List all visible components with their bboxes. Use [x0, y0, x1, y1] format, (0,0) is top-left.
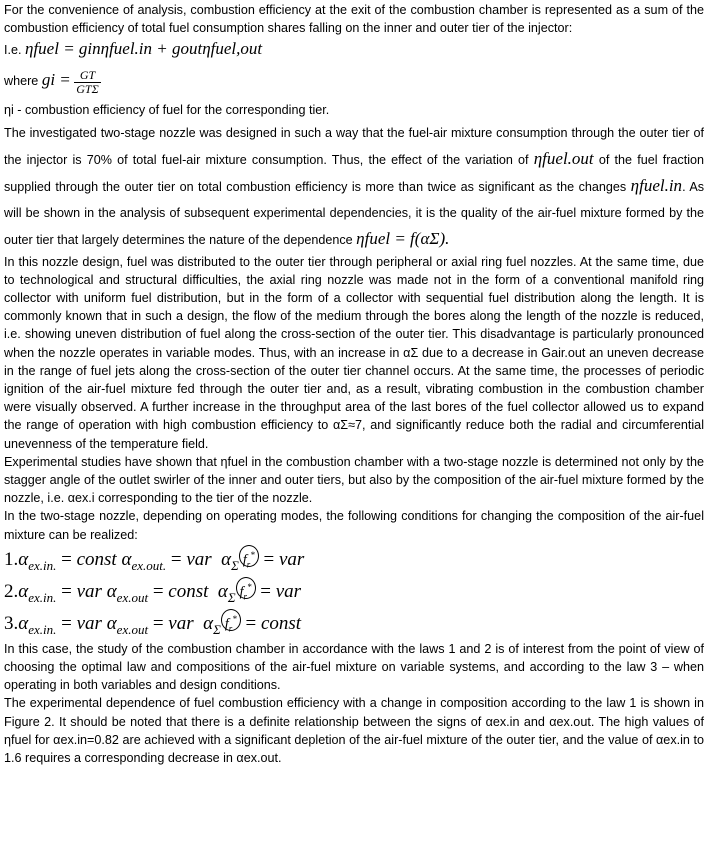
law-number: 3. [4, 612, 19, 634]
eq2-prefix: where [4, 74, 39, 89]
p2-dependence-eq: ηfuel = f(αΣ). [356, 228, 450, 248]
law-alpha-in-value: var [76, 580, 102, 602]
law-alpha-sum-value: const [260, 612, 302, 634]
laws-list [4, 544, 704, 640]
law-row-2: $2.\alpha_{ex.in.}$ = var $\alpha_{ex.out}$ = const $\alpha_\Sigma$ $f_r^*$ = var [4, 576, 704, 608]
eta-definition: ηi - combustion efficiency of fuel for the corresponding tier. [4, 103, 330, 118]
eq2-denominator: GTΣ [76, 81, 99, 96]
p2-eta-in: ηfuel.in [630, 175, 683, 195]
paragraph-figure-2: The experimental dependence of fuel combustion efficiency with a change in composition according to the law 1 is shown in Figure 2. It should be noted that there is a definite relationship between the signs of αex.in and αex.out. The high values of ηfuel for αex.in=0.82 are achieved with a significant depletion of the air-fuel mixture of the outer tier, and the value of αex.in to 1.6 requires a corresponding decrease in αex.out. [4, 696, 704, 766]
law-alpha-sum-value: var [279, 548, 305, 570]
equation-efficiency-sum [4, 37, 704, 61]
paragraph-intro: For the convenience of analysis, combustion efficiency at the exit of the combustion chamber is represented as a sum of the combustion efficiency of total fuel consumption shares falling on the inner and outer tier of the injector: [4, 3, 704, 36]
paragraph-two-stage [4, 120, 704, 253]
p2-text-b: of the fuel fraction supplied through the outer tier on total combustion efficiency is more than twice as significant as the changes [4, 152, 704, 194]
p2-eta-out: ηfuel.out [533, 148, 594, 168]
law-alpha-out-value: const [168, 580, 209, 602]
eq2-fraction [74, 69, 100, 96]
eq1-formula: ηfuel = ginηfuel.in + goutηfuel,out [25, 39, 263, 59]
law-row-3: $3.\alpha_{ex.in.}$ = var $\alpha_{ex.out}$ = var $\alpha_\Sigma$ $f_r^*$ = const [4, 608, 704, 640]
law-alpha-in-value: var [76, 612, 102, 634]
law-alpha-in-value: const [76, 548, 117, 570]
equation-share [4, 61, 704, 99]
law-row-1: $1.\alpha_{ex.in.}$ = const $\alpha_{ex.out.}$ = var $\alpha_\Sigma$ $f_r^*$ = var [4, 544, 704, 576]
eq2-lhs: gi = [41, 70, 71, 90]
law-alpha-out-value: var [186, 548, 212, 570]
paragraph-experimental: Experimental studies have shown that ηfuel in the combustion chamber with a two-stage nozzle is determined not only by the stagger angle of the outlet swirler of the inner and outer tiers, but also by the composition of the air-fuel mixture formed by the nozzle, i.e. αex.i corresponding to the tier of the nozzle. [4, 454, 704, 506]
paragraph-laws-study: In this case, the study of the combustion chamber in accordance with the laws 1 and 2 is of interest from the point of view of choosing the optimal law and compositions of the air-fuel mixture on variable systems, and according to the law 3 – when operating in both variables and design conditions. [4, 641, 704, 693]
paragraph-nozzle-design: In this nozzle design, fuel was distributed to the outer tier through peripheral or axial ring fuel nozzles. At the same time, due to technological and structural difficulties, the axial ring nozzle was made not in the form of a conventional manifold ring collector with uniform fuel distribution, but in the form of a collector with sequential fuel distribution along the length. It is commonly known that in such a design, the flow of the medium through the bores along the length of the nozzle is reduced, i.e. showing uneven distribution of fuel along the cross-section of the outer tier. This disadvantage is particularly pronounced when the nozzle operates in variable modes. Thus, with an increase in αΣ due to a decrease in Gair.out an uneven decrease in the range of fuel jets along the cross-section of the outer tier channel occurs. At the same time, the processes of periodic ignition of the air-fuel mixture fed through the outer tier and, as a result, vibrating combustion in the combustion chamber were visually observed. A further increase in the throughput area of the last bores of the fuel collector allowed us to expand the range of operation with high combustion efficiency to αΣ≈7, and significantly reduce both the radial and circumferential unevenness of the temperature field. [4, 254, 704, 451]
law-alpha-sum-value: var [275, 580, 302, 602]
law-number: 2. [4, 580, 19, 602]
law-number: 1. [4, 548, 19, 570]
paragraph-conditions: In the two-stage nozzle, depending on operating modes, the following conditions for changing the composition of the air-fuel mixture can be realized: [4, 509, 704, 542]
p2-text-c: . As will be shown in the analysis of subsequent experimental dependencies, it is the quality of the air-fuel mixture formed by the outer tier that largely determines the nature of the dependence [4, 179, 705, 247]
law-alpha-out-value: var [168, 612, 194, 634]
eq1-prefix: I.e. [4, 43, 22, 58]
p2-text-a: The investigated two-stage nozzle was designed in such a way that the fuel-air mixture consumption through the outer tier of the injector is 70% of total fuel-air mixture consumption. Thus, the effect of the variation of [4, 125, 704, 167]
eq2-numerator: GT [74, 69, 100, 83]
